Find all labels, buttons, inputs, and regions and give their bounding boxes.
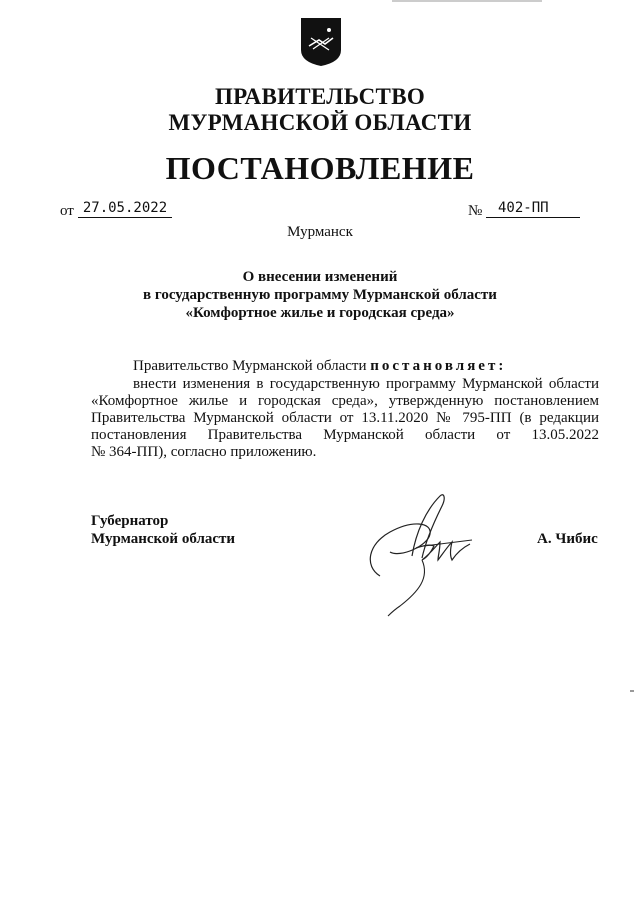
- signer-title-line1: Губернатор: [91, 513, 169, 529]
- body-line-2: внести изменения в государственную программу Мурманской области: [133, 376, 599, 392]
- scan-edge-mark: [630, 690, 634, 692]
- date-label: от: [60, 203, 74, 219]
- body-line-3: «Комфортное жилье и городская среда», утвержденную постановлением: [91, 393, 599, 409]
- document-date: 27.05.2022: [78, 200, 172, 218]
- body-line-4: Правительства Мурманской области от 13.11.2020 № 795-ПП (в редакции: [91, 410, 599, 426]
- scan-edge-line: [392, 0, 542, 2]
- signer-name: А. Чибис: [537, 531, 598, 547]
- government-name-line2: МУРМАНСКОЙ ОБЛАСТИ: [168, 110, 472, 135]
- signer-title-line2: Мурманской области: [91, 531, 236, 547]
- decree-word: постановляет:: [370, 358, 507, 374]
- government-name-line1: ПРАВИТЕЛЬСТВО: [214, 84, 426, 109]
- body-line-6: № 364-ПП), согласно приложению.: [91, 444, 317, 460]
- handwritten-signature: [360, 488, 500, 618]
- number-label: №: [468, 203, 483, 219]
- document-type-title: ПОСТАНОВЛЕНИЕ: [165, 150, 475, 186]
- subject-line-2: в государственную программу Мурманской области: [143, 287, 497, 303]
- subject-line-1: О внесении изменений: [242, 269, 398, 285]
- subject-line-3: «Комфортное жилье и городская среда»: [185, 305, 455, 321]
- body-line-5: постановления Правительства Мурманской области от 13.05.2022: [91, 427, 599, 443]
- body-intro-line: [133, 358, 506, 375]
- city-name: Мурманск: [287, 224, 353, 240]
- coat-of-arms-emblem: [299, 16, 343, 68]
- body-intro: Правительство Мурманской области: [133, 358, 367, 374]
- document-number: 402-ПП: [486, 200, 580, 218]
